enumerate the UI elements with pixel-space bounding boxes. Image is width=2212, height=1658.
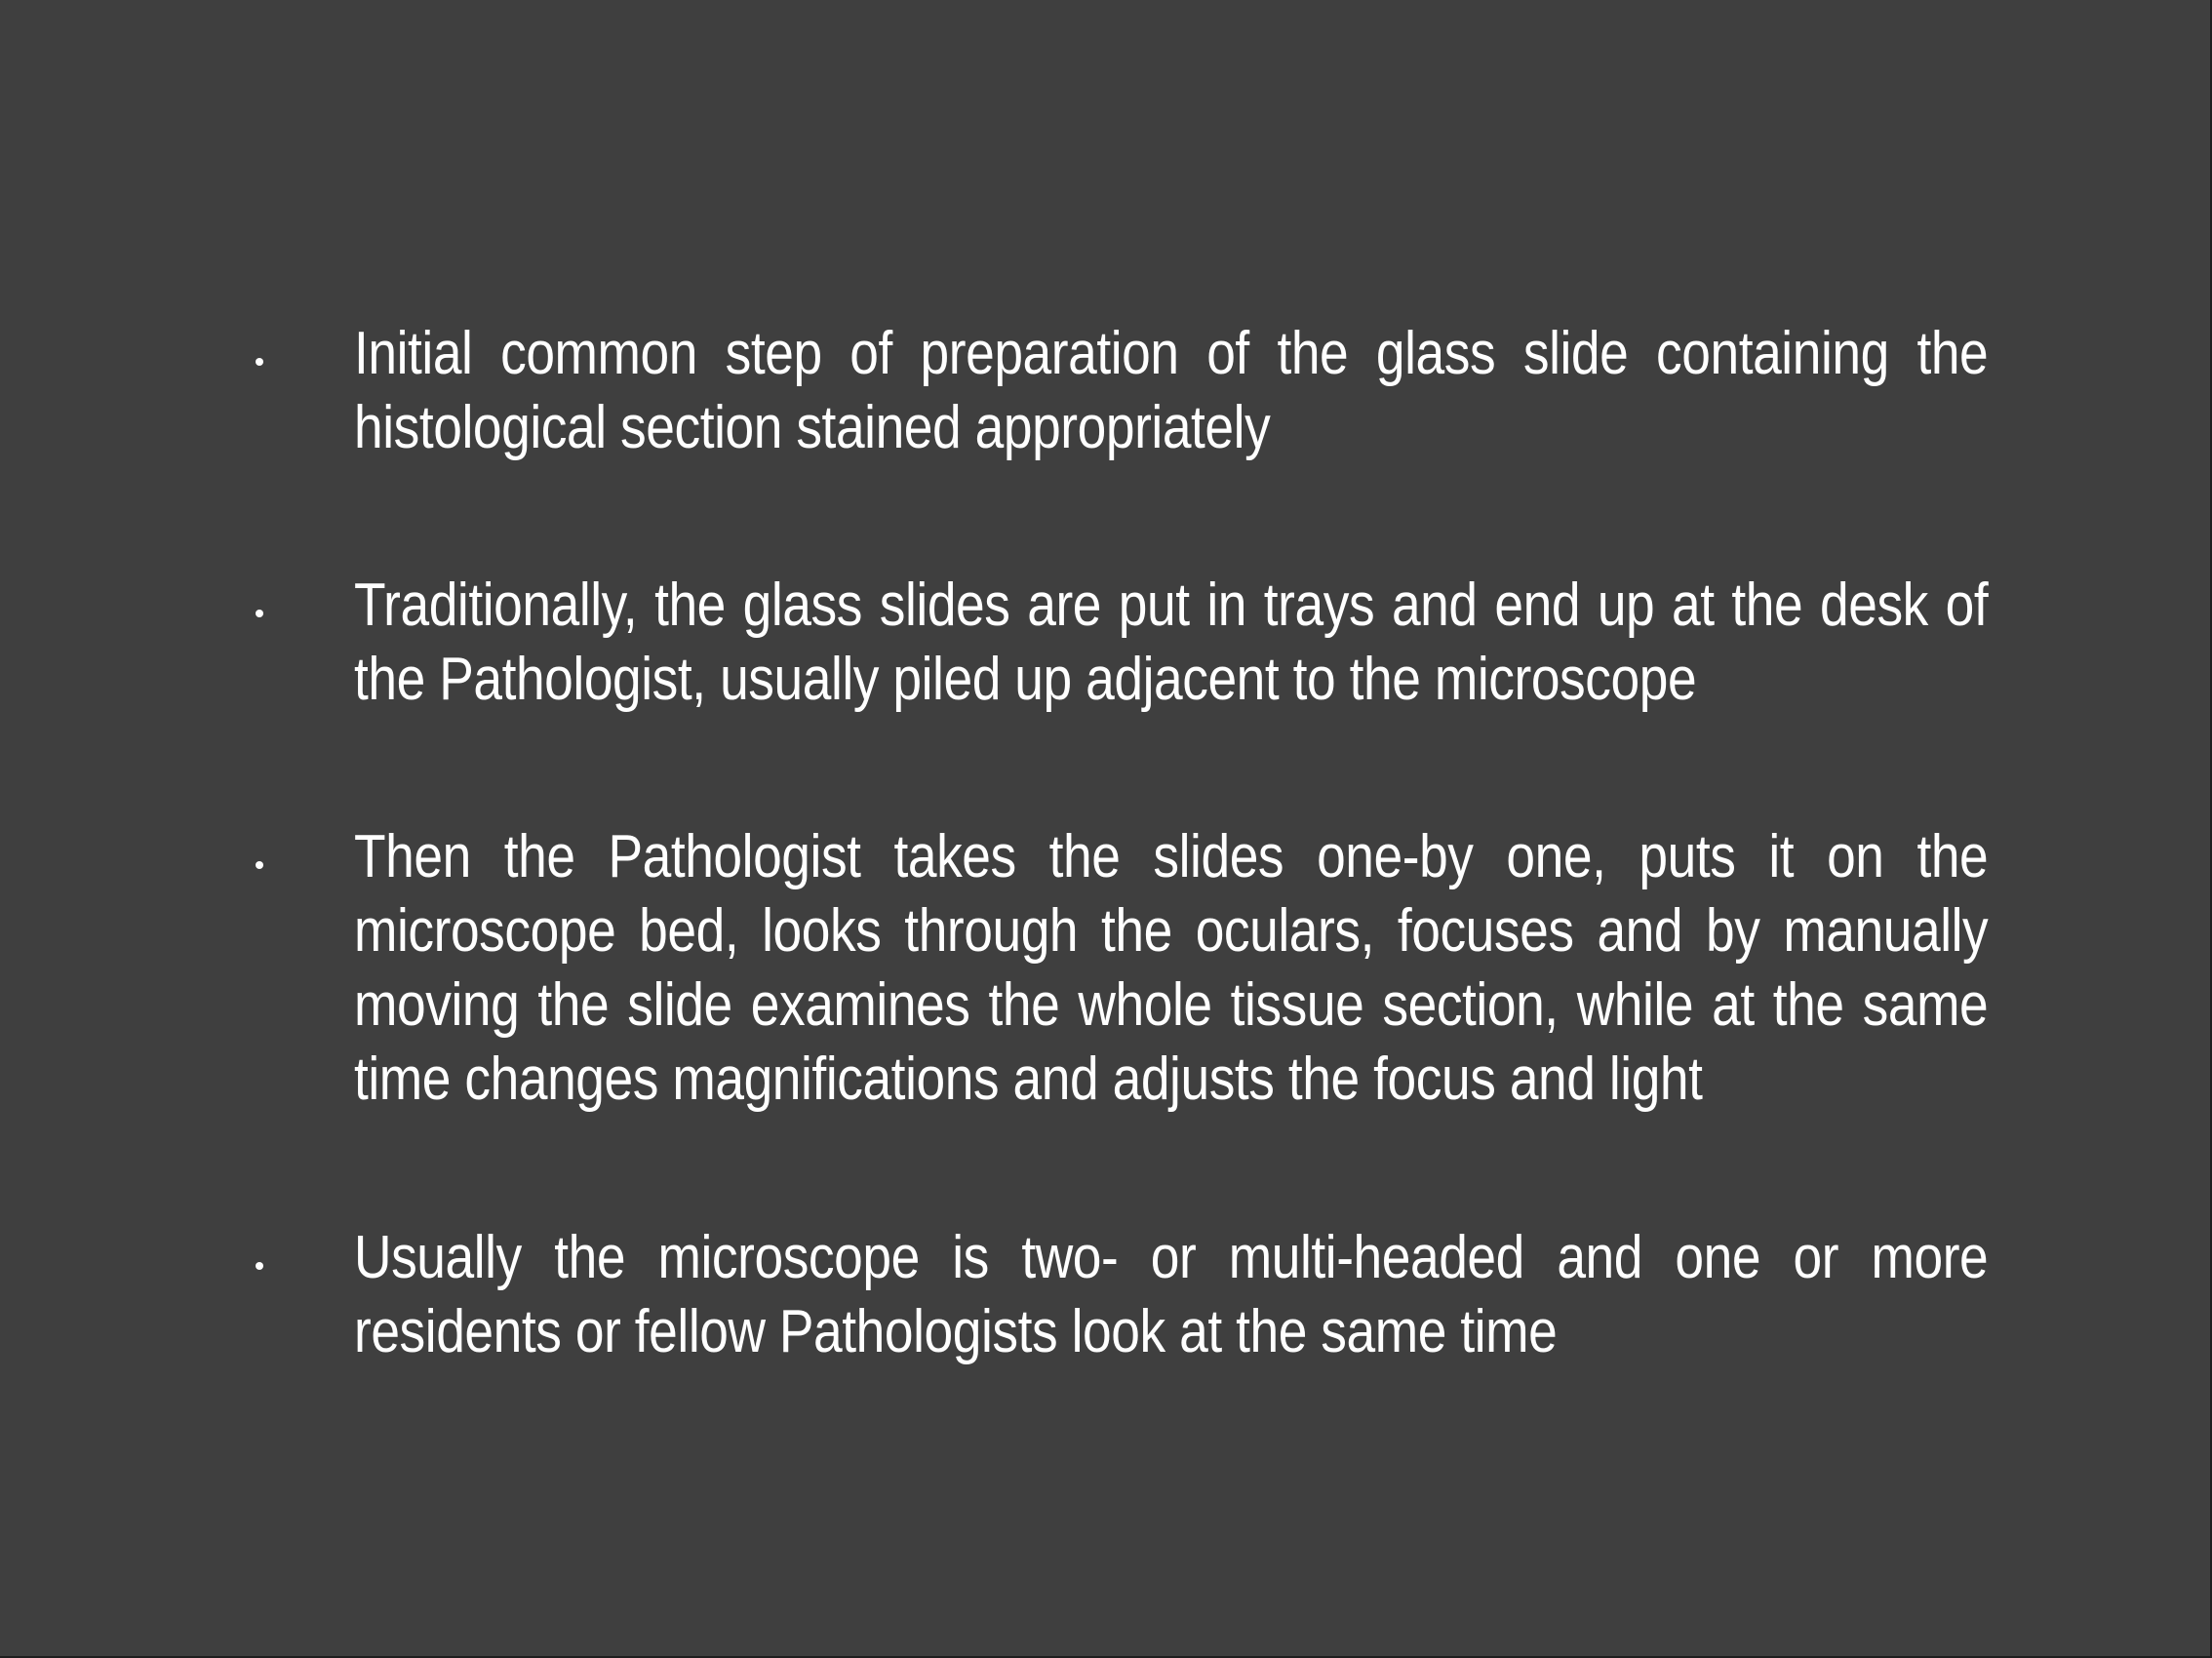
bullet-dot-icon: [256, 1262, 263, 1270]
bullet-dot-icon: [256, 610, 263, 617]
bullet-text: Then the Pathologist takes the slides one-by one, puts it on the microscope bed, looks through the oculars, focuses and by manually moving the slide examines the whole tissue section, while at the same time changes magnifications and adjusts the focus and light: [354, 823, 1989, 1113]
bullet-text: Initial common step of preparation of the glass slide containing the histological section stained appropriately: [354, 320, 1989, 461]
bullet-dot-icon: [256, 358, 263, 366]
bullet-text: Traditionally, the glass slides are put in trays and end up at the desk of the Pathologist, usually piled up adjacent to the microscope: [354, 572, 1989, 713]
bullet-text: Usually the microscope is two- or multi-headed and one or more residents or fellow Pathologists look at the same time: [354, 1224, 1989, 1365]
bullet-dot-icon: [256, 861, 263, 869]
